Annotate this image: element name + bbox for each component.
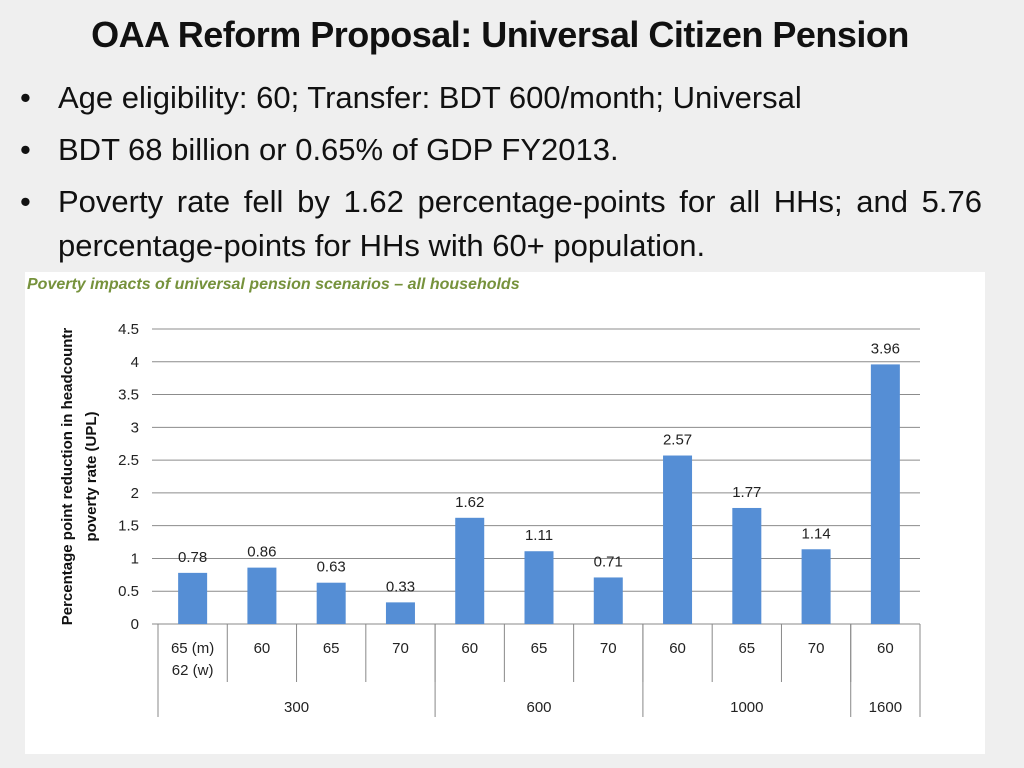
bullet-poverty-rate: • Poverty rate fell by 1.62 percentage-points for all HHs; and 5.76 percentage-points for HHs with 60+ population. — [20, 180, 982, 268]
y-tick-label: 0 — [130, 616, 139, 633]
bullet-age-eligibility: • Age eligibility: 60; Transfer: BDT 600/month; Universal — [20, 76, 982, 120]
x-tick-label: 65 (m) — [170, 640, 215, 657]
y-axis-label: poverty rate (UPL) — [83, 411, 100, 542]
x-tick-label: 60 — [669, 640, 686, 657]
bullet-cost: • BDT 68 billion or 0.65% of GDP FY2013. — [20, 128, 982, 172]
chart-panel — [25, 272, 985, 754]
bar — [732, 508, 761, 624]
data-label: 3.96 — [870, 340, 900, 358]
group-label: 300 — [284, 699, 310, 716]
chart-title: Poverty impacts of universal pension scenarios – all households — [27, 276, 520, 293]
bar — [386, 602, 415, 624]
bar — [317, 583, 346, 624]
x-tick-label: 70 — [807, 640, 825, 657]
bar — [455, 518, 484, 624]
data-label: 0.78 — [178, 548, 208, 566]
slide-title: OAA Reform Proposal: Universal Citizen Pension — [91, 14, 909, 55]
y-tick-label: 1 — [130, 550, 139, 568]
bullet-list — [20, 76, 982, 276]
x-tick-label: 65 — [738, 640, 756, 657]
x-tick-label: 60 — [877, 640, 894, 657]
data-label: 2.57 — [662, 431, 693, 449]
y-tick-label: 0.5 — [118, 583, 139, 601]
data-label: 0.71 — [593, 553, 623, 571]
group-label: 600 — [526, 699, 552, 716]
bar — [871, 364, 900, 624]
bar — [247, 568, 276, 624]
bar — [525, 551, 554, 624]
group-label: 1000 — [730, 699, 764, 716]
bar — [663, 456, 692, 624]
y-tick-label: 1.5 — [118, 517, 139, 535]
data-label: 1.77 — [732, 483, 762, 501]
x-tick-label: 65 — [530, 640, 548, 657]
data-label: 0.33 — [385, 578, 416, 596]
x-tick-label: 62 (w) — [171, 662, 214, 679]
y-tick-label: 3.5 — [118, 386, 139, 404]
y-tick-label: 3 — [130, 419, 139, 437]
bar — [178, 573, 207, 624]
bar-chart — [25, 272, 985, 754]
y-tick-label: 2 — [130, 484, 139, 502]
y-tick-label: 2.5 — [118, 452, 139, 470]
group-label: 1600 — [868, 699, 903, 716]
y-axis-label: Percentage point reduction in headcountr — [59, 327, 76, 626]
y-tick-label: 4.5 — [118, 321, 139, 338]
x-tick-label: 60 — [461, 640, 479, 657]
x-tick-label: 70 — [392, 640, 409, 657]
x-tick-label: 65 — [322, 640, 340, 657]
data-label: 1.14 — [801, 525, 831, 543]
x-tick-label: 60 — [253, 640, 271, 657]
data-label: 0.86 — [247, 543, 277, 561]
y-tick-label: 4 — [130, 353, 139, 371]
bar — [594, 577, 623, 624]
x-tick-label: 70 — [599, 640, 617, 657]
data-label: 1.11 — [524, 527, 554, 545]
data-label: 0.63 — [316, 558, 346, 576]
data-label: 1.62 — [455, 493, 485, 511]
bar — [802, 549, 831, 624]
